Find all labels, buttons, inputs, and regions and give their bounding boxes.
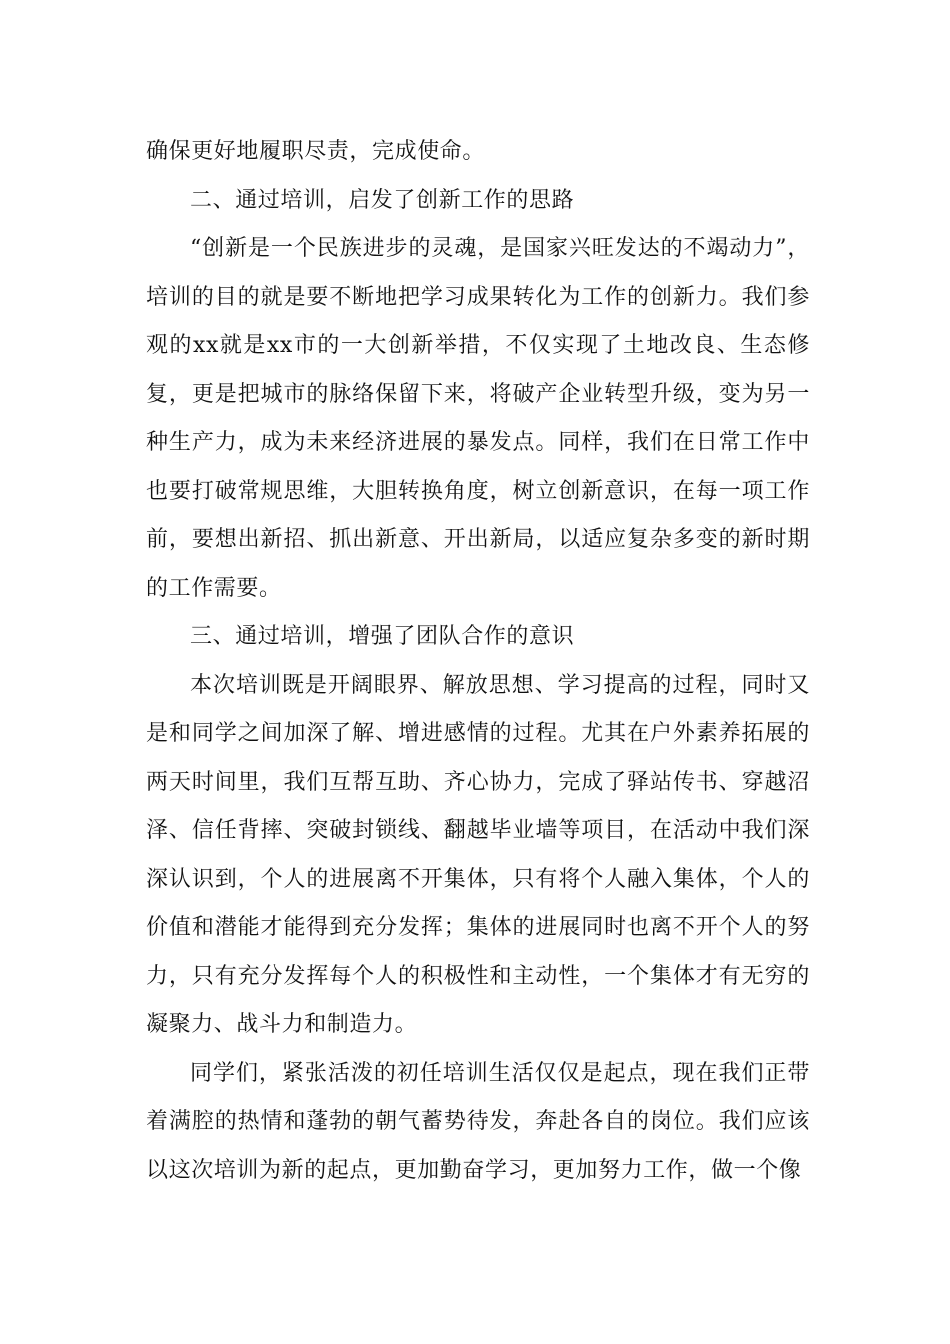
section-heading-two: 二、通过培训，启发了创新工作的思路 <box>190 187 575 213</box>
paragraph-closing: 同学们，紧张活泼的初任培训生活仅仅是起点，现在我们正带着满腔的热情和蓬勃的朝气蓄势待发，奔赴各自的岗位。我们应该以这次培训为新的起点，更加勤奋学习，更加努力工作，做一个像 <box>146 1060 810 1183</box>
document-body <box>146 128 810 1195</box>
paragraph-teamwork: 本次培训既是开阔眼界、解放思想、学习提高的过程，同时又是和同学之间加深了解、增进感情的过程。尤其在户外素养拓展的两天时间里，我们互帮互助、齐心协力，完成了驿站传书、穿越沼泽、信任背摔、突破封锁线、翻越毕业墙等项目，在活动中我们深深认识到，个人的进展离不开集体，只有将个人融入集体，个人的价值和潜能才能得到充分发挥；集体的进展同时也离不开个人的努力，只有充分发挥每个人的积极性和主动性，一个集体才有无穷的凝聚力、战斗力和制造力。 <box>146 672 810 1037</box>
paragraph-innovation: “创新是一个民族进步的灵魂，是国家兴旺发达的不竭动力”，培训的目的就是要不断地把学习成果转化为工作的创新力。我们参观的xx就是xx市的一大创新举措，不仅实现了土地改良、生态修复，更是把城市的脉络保留下来，将破产企业转型升级，变为另一种生产力，成为未来经济进展的暴发点。同样，我们在日常工作中也要打破常规思维，大胆转换角度，树立创新意识，在每一项工作前，要想出新招、抓出新意、开出新局，以适应复杂多变的新时期的工作需要。 <box>146 236 810 601</box>
paragraph-continuation: 确保更好地履职尽责，完成使命。 <box>146 139 486 164</box>
section-heading-three: 三、通过培训，增强了团队合作的意识 <box>190 624 575 649</box>
